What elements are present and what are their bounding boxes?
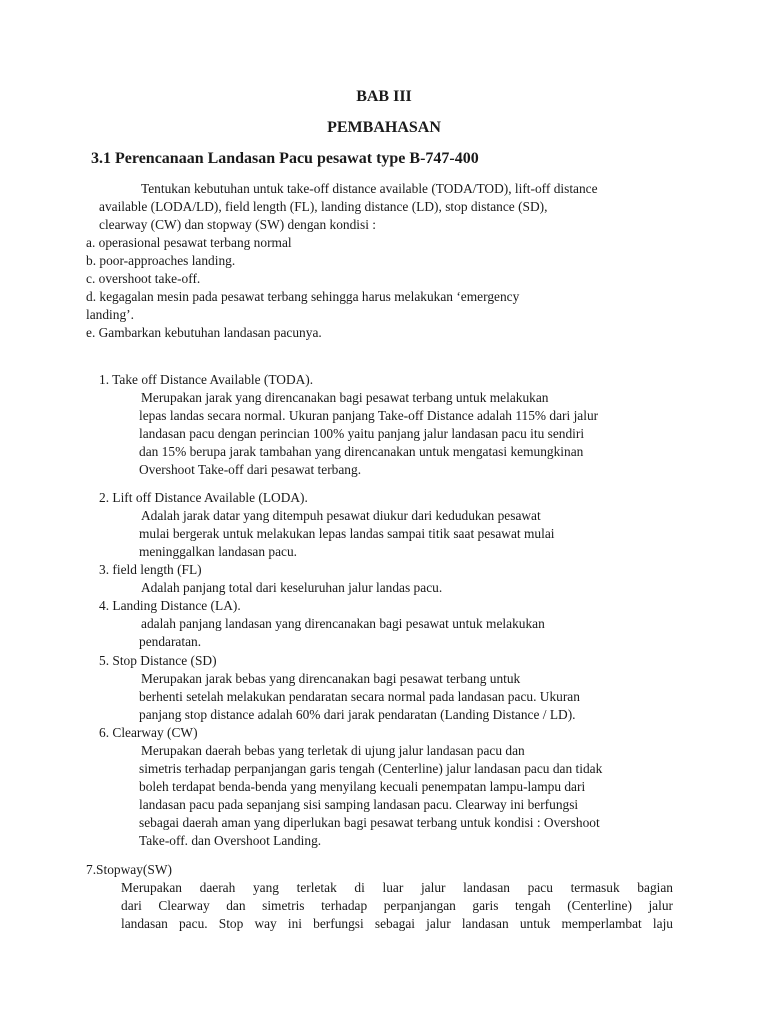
condition-item: b. poor-approaches landing.: [86, 253, 236, 268]
definition-title: 1. Take off Distance Available (TODA).: [99, 372, 314, 387]
definition-line: simetris terhadap perpanjangan garis tengah (Centerline) jalur landasan pacu dan tidak: [139, 761, 603, 776]
definition-line: sebagai daerah aman yang diperlukan bagi pesawat terbang untuk kondisi : Overshoot: [139, 815, 600, 830]
definition-line: Adalah jarak datar yang ditempuh pesawat diukur dari kedudukan pesawat: [141, 508, 541, 523]
condition-item: landing’.: [86, 307, 134, 322]
section-heading: 3.1 Perencanaan Landasan Pacu pesawat type B-747-400: [91, 150, 479, 167]
definition-line: meninggalkan landasan pacu.: [139, 544, 298, 559]
definition-line: landasan pacu pada sepanjang sisi samping landasan pacu. Clearway ini berfungsi: [139, 797, 579, 812]
definition-line: berhenti setelah melakukan pendaratan secara normal pada landasan pacu. Ukuran: [139, 689, 580, 704]
condition-item: c. overshoot take-off.: [86, 271, 201, 286]
definition-line: dari Clearway dan simetris terhadap perpanjangan garis tengah (Centerline) jalur: [121, 898, 673, 913]
definition-line: Merupakan daerah bebas yang terletak di ujung jalur landasan pacu dan: [141, 743, 525, 758]
definition-line: lepas landas secara normal. Ukuran panjang Take-off Distance adalah 115% dari jalur: [139, 408, 599, 423]
definition-line: adalah panjang landasan yang direncanakan bagi pesawat untuk melakukan: [141, 616, 545, 631]
definition-line: Overshoot Take-off dari pesawat terbang.: [139, 462, 362, 477]
condition-item: e. Gambarkan kebutuhan landasan pacunya.: [86, 325, 322, 340]
definition-line: Merupakan jarak yang direncanakan bagi pesawat terbang untuk melakukan: [141, 390, 549, 405]
definition-line: pendaratan.: [139, 634, 202, 649]
definition-line: landasan pacu. Stop way ini berfungsi sebagai jalur landasan untuk memperlambat laju: [121, 916, 673, 931]
definition-line: Adalah panjang total dari keseluruhan jalur landas pacu.: [141, 580, 443, 595]
definition-title: 7.Stopway(SW): [86, 862, 172, 877]
definition-line: panjang stop distance adalah 60% dari jarak pendaratan (Landing Distance / LD).: [139, 707, 576, 722]
definition-title: 3. field length (FL): [99, 562, 202, 577]
definition-line: Merupakan daerah yang terletak di luar jalur landasan pacu termasuk bagian: [121, 880, 673, 895]
definition-line: dan 15% berupa jarak tambahan yang direncanakan untuk mengatasi kemungkinan: [139, 444, 584, 459]
intro-line: Tentukan kebutuhan untuk take-off distance available (TODA/TOD), lift-off distance: [141, 181, 598, 196]
chapter-number: BAB III: [356, 88, 412, 105]
chapter-title: PEMBAHASAN: [327, 119, 441, 136]
intro-line: clearway (CW) dan stopway (SW) dengan kondisi :: [99, 217, 377, 232]
condition-item: d. kegagalan mesin pada pesawat terbang sehingga harus melakukan ‘emergency: [86, 289, 520, 304]
definition-line: Merupakan jarak bebas yang direncanakan bagi pesawat terbang untuk: [141, 671, 521, 686]
definition-line: mulai bergerak untuk melakukan lepas landas sampai titik saat pesawat mulai: [139, 526, 555, 541]
definition-title: 4. Landing Distance (LA).: [99, 598, 241, 613]
definition-title: 2. Lift off Distance Available (LODA).: [99, 490, 308, 505]
definition-title: 6. Clearway (CW): [99, 725, 198, 740]
intro-line: available (LODA/LD), field length (FL), landing distance (LD), stop distance (SD),: [99, 199, 548, 214]
condition-item: a. operasional pesawat terbang normal: [86, 235, 292, 250]
definition-line: landasan pacu dengan perincian 100% yaitu panjang jalur landasan pacu itu sendiri: [139, 426, 585, 441]
definition-line: boleh terdapat benda-benda yang menyilang kecuali penempatan lampu-lampu dari: [139, 779, 586, 794]
definition-line: Take-off. dan Overshoot Landing.: [139, 833, 322, 848]
definition-title: 5. Stop Distance (SD): [99, 653, 217, 668]
